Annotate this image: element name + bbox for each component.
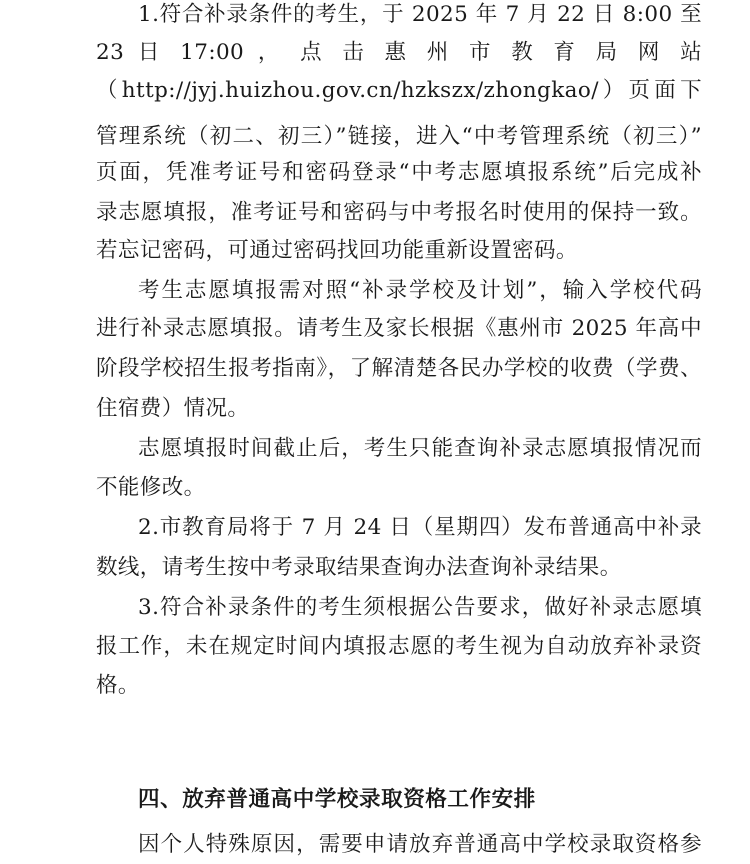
paragraph-1-line-6: 录志愿填报，准考证号和密码与中考报名时使用的保持一致。 [96, 200, 702, 225]
paragraph-3-line-2: 不能修改。 [96, 475, 206, 500]
paragraph-5-line-3: 格。 [96, 673, 140, 698]
paragraph-3-line-1: 志愿填报时间截止后，考生只能查询补录志愿填报情况而 [138, 436, 702, 461]
paragraph-5-line-2: 报工作，未在规定时间内填报志愿的考生视为自动放弃补录资 [96, 634, 702, 659]
paragraph-2-line-4: 住宿费）情况。 [96, 396, 250, 421]
paragraph-5-line-1: 3.符合补录条件的考生须根据公告要求，做好补录志愿填 [138, 595, 702, 620]
paragraph-1-line-4: 管理系统（初二、初三）”链接，进入“中考管理系统（初三）” [96, 124, 702, 149]
section-heading: 四、放弃普通高中学校录取资格工作安排 [138, 787, 536, 812]
paragraph-1-line-5: 页面，凭准考证号和密码登录“中考志愿填报系统”后完成补 [96, 160, 702, 185]
paragraph-6-line-1: 因个人特殊原因，需要申请放弃普通高中学校录取资格参 [138, 832, 702, 857]
paragraph-1-line-3: （http://jyj.huizhou.gov.cn/hzkszx/zhongkao/）页面下 [96, 78, 702, 103]
paragraph-2-line-2: 进行补录志愿填报。请考生及家长根据《惠州市 2025 年高中 [96, 316, 702, 341]
paragraph-1-line-7: 若忘记密码，可通过密码找回功能重新设置密码。 [96, 238, 578, 263]
paragraph-4-line-2: 数线，请考生按中考录取结果查询办法查询补录结果。 [96, 555, 622, 580]
paragraph-2-line-3: 阶段学校招生报考指南》，了解清楚各民办学校的收费（学费、 [96, 356, 702, 381]
paragraph-1-line-2: 23 日 17:00 ， 点 击 惠 州 市 教 育 局 网 站 [96, 40, 702, 65]
paragraph-1-line-1: 1.符合补录条件的考生，于 2025 年 7 月 22 日 8:00 至 [138, 2, 702, 27]
paragraph-4-line-1: 2.市教育局将于 7 月 24 日（星期四）发布普通高中补录 [138, 515, 702, 540]
paragraph-2-line-1: 考生志愿填报需对照“补录学校及计划”，输入学校代码 [138, 278, 702, 303]
